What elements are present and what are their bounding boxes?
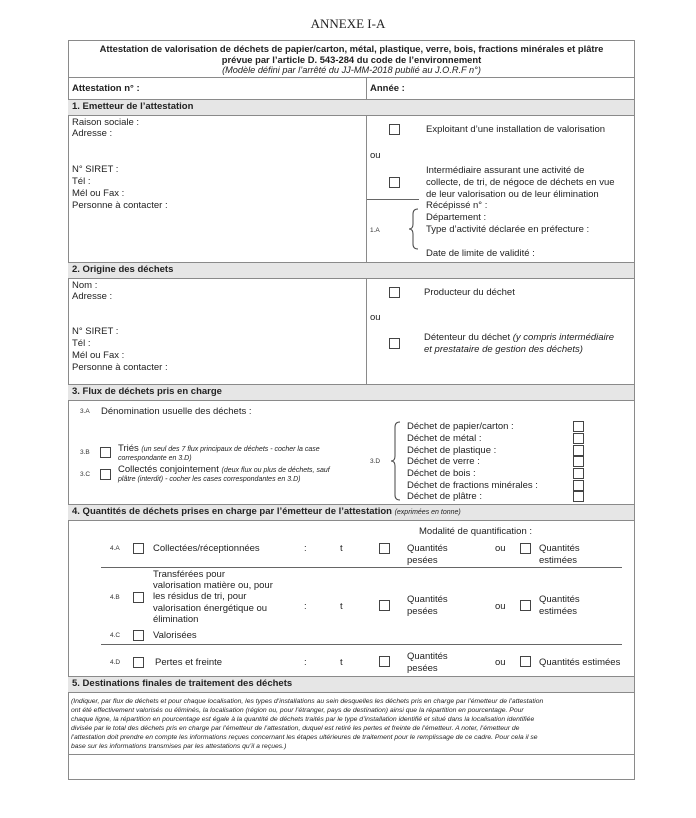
s3-mineral-checkbox[interactable] (573, 480, 584, 491)
s2-holder-label: Détenteur du déchet (424, 332, 511, 343)
s1-field-address: Adresse : (72, 128, 113, 139)
s3-collected-label: Collectés conjointement (118, 464, 219, 475)
s4d-weighed-1: Quantités (407, 651, 448, 662)
s3-sorted-checkbox[interactable] (100, 447, 111, 458)
s4b-unit: t (340, 601, 343, 612)
s4a-checkbox[interactable] (133, 543, 144, 554)
s3-sorted-line1 (118, 443, 320, 455)
s4d-estimated-checkbox[interactable] (520, 656, 531, 667)
s3-waste-metal: Déchet de métal : (407, 433, 482, 444)
s4d-label: Pertes et freinte (155, 657, 223, 668)
s3-glass-checkbox[interactable] (573, 456, 584, 467)
s4b-weighed-1: Quantités (407, 594, 448, 605)
s4b-estimated-checkbox[interactable] (520, 600, 531, 611)
s4a-or: ou (495, 543, 506, 554)
s1-intermediary-label-1: Intermédiaire assurant une activité de (426, 165, 585, 176)
s4-ref-d: 4.D (110, 659, 121, 666)
s4d-estimated: Quantités estimées (539, 657, 621, 668)
s4b-checkbox[interactable] (133, 592, 144, 603)
section-3-header (68, 384, 634, 401)
section-4-header (68, 504, 634, 521)
s1-ref-1a: 1.A (370, 227, 380, 234)
s1-intermediary-label-3: de leur valorisation ou de leur élimination (426, 189, 599, 200)
s3-ref-d: 3.D (370, 458, 381, 465)
s4a-weighed-1: Quantités (407, 543, 448, 554)
section-5-title: 5. Destinations finales de traitement des déchets (72, 678, 293, 689)
s4b-weighed-2: pesées (407, 606, 438, 617)
s4b-label-4: valorisation énergétique ou (153, 603, 268, 614)
s3-paper-checkbox[interactable] (573, 421, 584, 432)
s2-field-siret: N° SIRET : (72, 326, 119, 337)
s2-field-contact: Personne à contacter : (72, 362, 168, 373)
section-2-title: 2. Origine des déchets (72, 264, 174, 275)
s4b-weighed-checkbox[interactable] (379, 600, 390, 611)
s3-waste-mineral: Déchet de fractions minérales : (407, 480, 538, 491)
s3-waste-paper: Déchet de papier/carton : (407, 421, 514, 432)
s1-field-siret: N° SIRET : (72, 164, 119, 175)
s4-ref-c: 4.C (110, 632, 121, 639)
section-4-title-note: (exprimées en tonne) (394, 509, 461, 516)
s2-producer-checkbox[interactable] (389, 287, 400, 298)
s2-holder-note-1: (y compris intermédiaire (512, 332, 615, 343)
s4d-unit: t (340, 657, 343, 668)
s3-sorted-note-2: correspondante en 3.D) (118, 455, 192, 462)
s3-collected-note-1: (deux flux ou plus de déchets, sauf (221, 467, 330, 474)
s1-field-phone: Tél : (72, 176, 91, 187)
s3-brace (390, 421, 402, 501)
s3-metal-checkbox[interactable] (573, 433, 584, 444)
form-heading-line3: (Modèle défini par l’arrêté du JJ-MM-2018 publié au J.O.R.F n°) (222, 65, 481, 75)
s4d-weighed-2: pesées (407, 663, 438, 674)
s3-plaster-checkbox[interactable] (573, 491, 584, 502)
s4a-colon: : (304, 543, 307, 554)
s1-activity-type: Type d’activité déclarée en préfecture : (426, 224, 590, 235)
s2-holder-note-2: et prestataire de gestion des déchets) (424, 344, 583, 355)
s3-waste-glass: Déchet de verre : (407, 456, 480, 467)
s1-operator-checkbox[interactable] (389, 124, 400, 135)
s3-collected-line1 (118, 464, 330, 476)
s5-note-1: (Indiquer, par flux de déchets et pour chaque localisation, les types d’installations au sein desquelles les déchets pris en charge par l’émetteur de l’attestation (71, 698, 544, 705)
s4a-estimated-2: estimées (539, 555, 578, 566)
s4-modalite: Modalité de quantification : (419, 526, 533, 537)
s4d-or: ou (495, 657, 506, 668)
s3-ref-b: 3.B (80, 449, 90, 456)
s5-note-3: chaque ligne, la répartition en pourcentage est égale à la quantité de déchets traités par le type d’installation identifié et situé dans la localisation identifiée (71, 716, 535, 723)
s4a-label: Collectées/réceptionnées (153, 543, 260, 554)
s1-operator-label: Exploitant d’une installation de valorisation (426, 124, 606, 135)
s5-note-5: l’attestation doit prendre en compte les informations reçues concernant les étapes ultérieures de traitement pour le remplissage de ce cadre. Pour cela il se (71, 734, 538, 741)
s2-producer-label: Producteur du déchet (424, 287, 515, 298)
s1-field-email: Mél ou Fax : (72, 188, 125, 199)
s3-wood-checkbox[interactable] (573, 468, 584, 479)
s4-ref-a: 4.A (110, 545, 120, 552)
s2-or-label: ou (370, 312, 381, 323)
section-4-title: 4. Quantités de déchets prises en charge par l’émetteur de l’attestation (72, 506, 392, 517)
section-3-title: 3. Flux de déchets pris en charge (72, 386, 222, 397)
s4d-colon: : (304, 657, 307, 668)
s4d-weighed-checkbox[interactable] (379, 656, 390, 667)
s4a-weighed-checkbox[interactable] (379, 543, 390, 554)
s3-plastic-checkbox[interactable] (573, 445, 584, 456)
s4b-label-1: Transférées pour (153, 569, 225, 580)
s4b-colon: : (304, 601, 307, 612)
s1-brace (408, 208, 420, 250)
s3-waste-plastic: Déchet de plastique : (407, 445, 497, 456)
s4a-unit: t (340, 543, 343, 554)
s3-ref-a: 3.A (80, 408, 90, 415)
s5-note-6: base sur les informations transmises par les attestations qu’il a reçues.) (71, 743, 287, 750)
s3-waste-wood: Déchet de bois : (407, 468, 476, 479)
s1-field-company: Raison sociale : (72, 117, 140, 128)
section-1-header (68, 99, 634, 116)
section-1-title: 1. Emetteur de l’attestation (72, 101, 194, 112)
s3-collected-checkbox[interactable] (100, 469, 111, 480)
s4a-estimated-1: Quantités (539, 543, 580, 554)
section-4-title-wrap (72, 506, 461, 518)
s3-ref-c: 3.C (80, 471, 91, 478)
s4b-label-3: les résidus de tri, pour (153, 591, 247, 602)
s4b-estimated-2: estimées (539, 606, 578, 617)
form-heading-line2: prévue par l’article D. 543-284 du code de l’environnement (221, 54, 482, 65)
s4-ref-b: 4.B (110, 594, 120, 601)
s1-field-contact: Personne à contacter : (72, 200, 168, 211)
s4b-or: ou (495, 601, 506, 612)
s2-field-email: Mél ou Fax : (72, 350, 125, 361)
s1-intermediary-checkbox[interactable] (389, 177, 400, 188)
form-heading-line1: Attestation de valorisation de déchets de papier/carton, métal, plastique, verre, bois, fractions minérales et plâtre (99, 43, 604, 54)
s2-holder-label-line1 (424, 332, 614, 344)
s4b-estimated-1: Quantités (539, 594, 580, 605)
s2-field-phone: Tél : (72, 338, 91, 349)
s3-denomination: Dénomination usuelle des déchets : (101, 406, 252, 417)
s1-or-label: ou (370, 150, 381, 161)
s5-note-4: divisée par le total des déchets pris en charge par l’émetteur de l’attestation, duquel est retiré les pertes et freinte de l’émetteur. A noter, l’émetteur de (71, 725, 520, 732)
s3-sorted-label: Triés (118, 443, 139, 454)
s3-collected-note-2: plâtre (interdit) - cocher les cases correspondantes en 3.D) (118, 476, 301, 483)
section-2-header (68, 262, 634, 279)
s3-sorted-note-1: (un seul des 7 flux principaux de déchets - cocher la case (141, 446, 320, 453)
s1-intermediary-label-2: collecte, de tri, de négoce de déchets en vue (426, 177, 615, 188)
s5-note-2: ont été effectivement valorisés ou éliminés, la localisation (région ou, pour l’étranger, pays de destination) ainsi que la répartition en pourcentage. Pour (71, 707, 524, 714)
s3-waste-plaster: Déchet de plâtre : (407, 491, 482, 502)
year-label: Année : (370, 83, 405, 94)
s4a-weighed-2: pesées (407, 555, 438, 566)
s1-validity-date: Date de limite de validité : (426, 248, 535, 259)
s4b-label-5: élimination (153, 614, 199, 625)
s4a-estimated-checkbox[interactable] (520, 543, 531, 554)
s4c-checkbox[interactable] (133, 630, 144, 641)
s4b-label-2: valorisation matière ou, pour (153, 580, 273, 591)
s4d-checkbox[interactable] (133, 657, 144, 668)
s2-field-address: Adresse : (72, 291, 113, 302)
s2-field-name: Nom : (72, 280, 98, 291)
section-5-header (68, 676, 634, 693)
s1-receipt-no: Récépissé n° : (426, 200, 488, 211)
s2-holder-checkbox[interactable] (389, 338, 400, 349)
attestation-number-label: Attestation n° : (72, 83, 140, 94)
annex-title: ANNEXE I-A (310, 16, 386, 31)
s4c-label: Valorisées (153, 630, 197, 641)
s1-department: Département : (426, 212, 487, 223)
